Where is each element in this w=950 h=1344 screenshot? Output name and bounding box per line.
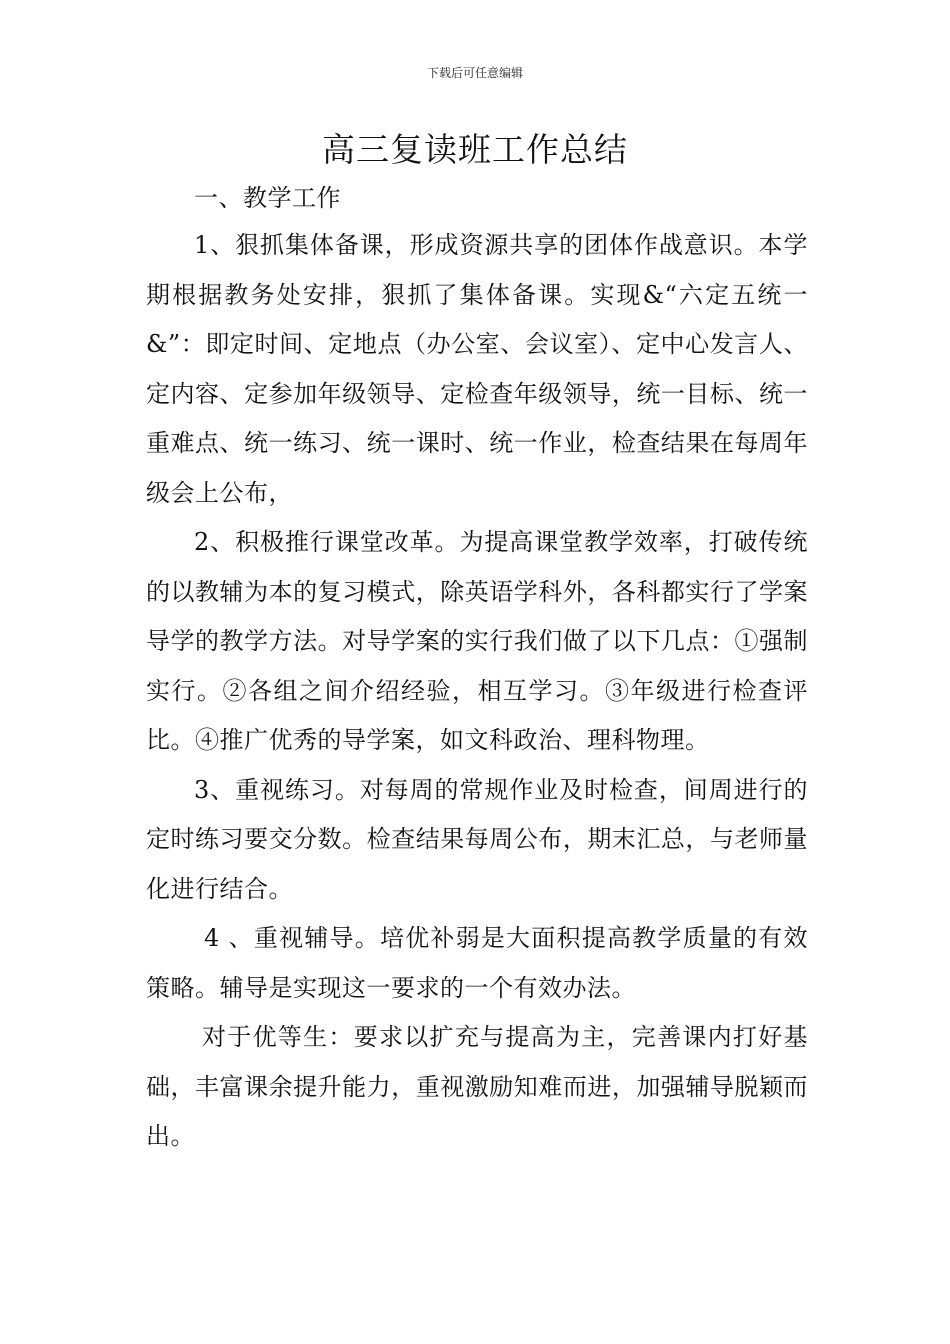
paragraph-practice: 3、重视练习。对每周的常规作业及时检查，间周进行的定时练习要交分数。检查结果每周公布，期末汇总，与老师量化进行结合。	[146, 775, 808, 903]
section-heading: 一、教学工作	[194, 184, 341, 212]
document-body	[146, 175, 808, 1162]
page-header-note: 下载后可任意编辑	[426, 66, 523, 80]
paragraph-classroom-reform: 2、积极推行课堂改革。为提高课堂教学效率，打破传统的以教辅为本的复习模式，除英语学科外，各科都实行了学案导学的教学方法。对导学案的实行我们做了以下几点：①强制实行。②各组之间介绍经验，相互学习。③年级进行检查评比。④推广优秀的导学案，如文科政治、理科物理。	[146, 528, 808, 754]
paragraph-collective-lesson-prep: 1、狠抓集体备课，形成资源共享的团体作战意识。本学期根据教务处安排，狠抓了集体备课。实现&“六定五统一&”：即定时间、定地点（办公室、会议室）、定中心发言人、定内容、定参加年级领导、定检查年级领导，统一目标、统一重难点、统一练习、统一课时、统一作业，检查结果在每周年级会上公布，	[146, 231, 808, 507]
paragraph-top-students: 对于优等生：要求以扩充与提高为主，完善课内打好基础，丰富课余提升能力，重视激励知难而进，加强辅导脱颖而出。	[146, 1023, 808, 1150]
paragraph-tutoring: 4 、重视辅导。培优补弱是大面积提高教学质量的有效策略。辅导是实现这一要求的一个有效办法。	[146, 924, 808, 1002]
document-title: 高三复读班工作总结	[322, 130, 628, 169]
